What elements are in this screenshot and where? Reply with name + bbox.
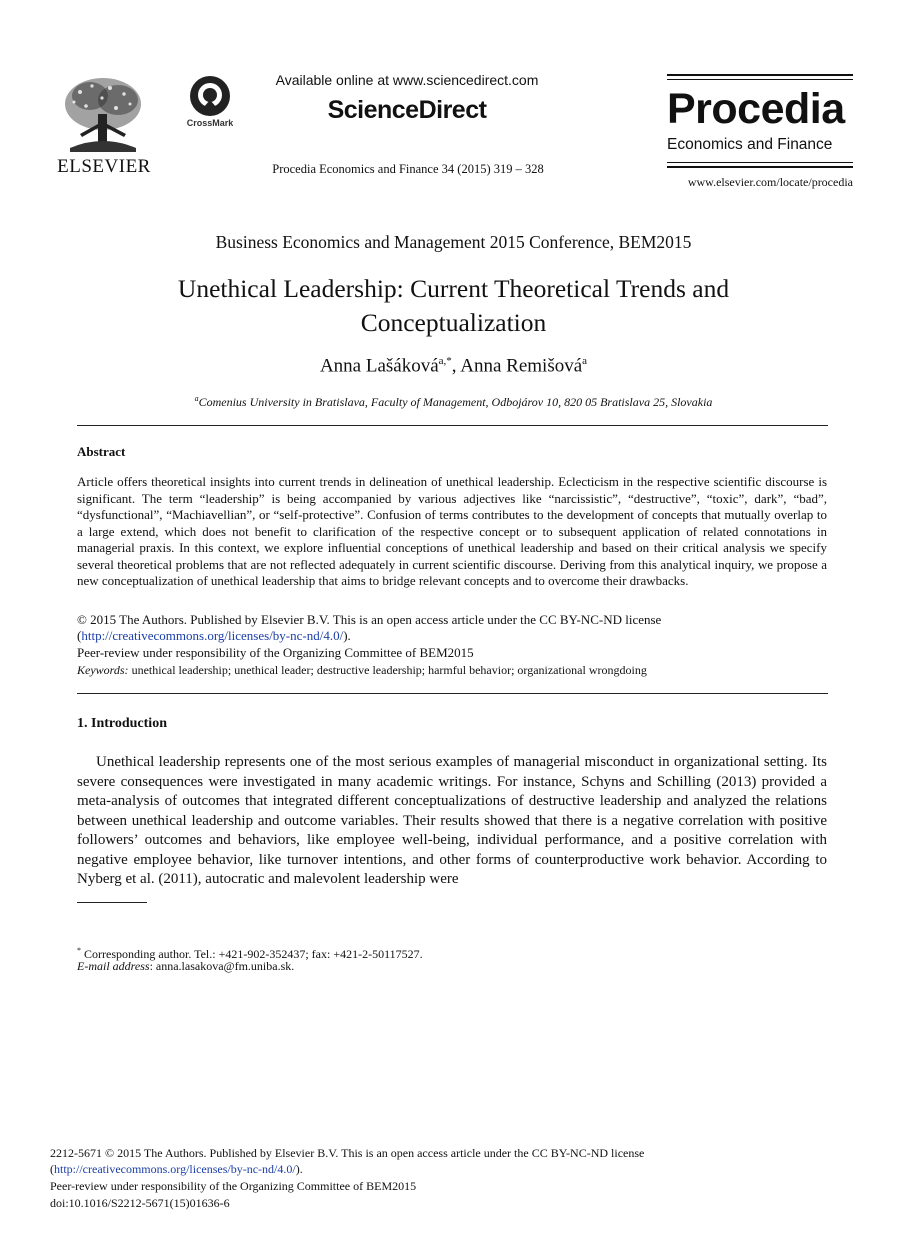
author-2: , Anna Remišová [451,355,583,377]
divider-top [77,425,828,426]
license-link[interactable]: http://creativecommons.org/licenses/by-nc-nd/4.0/ [81,628,344,643]
divider-bottom [77,693,828,694]
bottom-peer-review: Peer-review under responsibility of the Organizing Committee of BEM2015 [50,1179,417,1193]
keywords-label: Keywords: [77,663,129,677]
footnote-email [77,959,827,974]
footnote-corresponding-text: Corresponding author. Tel.: +421-902-352437; fax: +421-2-50117527. [81,947,423,961]
bottom-license-close: ). [295,1162,303,1176]
procedia-subtitle: Economics and Finance [667,136,833,153]
procedia-top-rule-thin [667,79,853,80]
author-1-affil: a,* [438,355,452,367]
crossmark-icon [188,74,232,118]
footnote-email-label: E-mail address [77,959,150,973]
abstract-body: Article offers theoretical insights into current trends in delineation of unethical leadership. Eclecticism in the respective scientific discourse is significant. The term “leadership” is being accompanied by various adjectives like “narcissistic”, “destructive”, “toxic”, dark”, “bad”, “dysfunctional”, “Machiavellian”, or “self-protective”. Confusion of terms contributes to the development of concepts that mutually overlap to a large extend, which does not benefit to clarification of the respective concept or to subsequent application of related connotations in managerial praxis. In this context, we explore influential conceptions of unethical leadership and based on their critical analysis we specify several theoretical problems that are not reflected adequately in current scientific discourse. Deriving from this analytical inquiry, we propose a new conceptualization of unethical leadership that aims to bridge relevant concepts and to overcome their drawbacks. [77,474,827,588]
footnote-marker: * [77,946,81,955]
copyright-line: © 2015 The Authors. Published by Elsevier B.V. This is an open access article under the CC BY-NC-ND license [77,612,662,627]
introduction-body: Unethical leadership represents one of the most serious examples of managerial misconduct in organizational setting. Its severe consequences were investigated in many academic writings. For instance, Schyns and Schilling (2013) provided a meta-analysis of outcomes that integrated different conceptualizations of destructive leadership and analyzed the relations between unethical leadership and outcome variables. Their results showed that there is a negative correlation with positive followers’ outcomes and behaviors, like employee well-being, individual performance, and a positive correlation with negative employee behavior, like turnover intentions, and other forms of counterproductive work behavior. According to Nyberg et al. (2011), autocratic and malevolent leadership were [77,754,827,887]
available-online: Available online at www.sciencedirect.com [275,72,539,88]
author-1: Anna Lašáková [319,355,439,377]
journal-citation: Procedia Economics and Finance 34 (2015) 319 – 328 [272,162,544,176]
crossmark-label: CrossMark [186,118,234,128]
publisher-name: ELSEVIER [57,156,151,177]
bottom-license-open: ( [50,1162,54,1176]
footnote-rule [77,902,147,903]
conference-name: Business Economics and Management 2015 Conference, BEM2015 [215,232,692,252]
paper-title [100,272,807,340]
peer-review-line: Peer-review under responsibility of the Organizing Committee of BEM2015 [77,645,474,660]
keywords-line [77,662,827,679]
procedia-bottom-rule-thin [667,162,853,163]
section-heading-introduction: 1. Introduction [77,716,167,731]
elsevier-logo [54,74,154,178]
bottom-license-line [50,1161,850,1177]
affiliation-text: Comenius University in Bratislava, Faculty of Management, Odbojárov 10, 820 05 Bratislava 25, Slovakia [198,395,713,409]
procedia-top-rule [667,74,853,76]
affiliation [0,394,907,410]
issn-line: 2212-5671 © 2015 The Authors. Published by Elsevier B.V. This is an open access article under the CC BY-NC-ND license [50,1146,645,1160]
license-paren-close: ). [343,628,351,643]
license-line [77,628,827,645]
paper-title-line1: Unethical Leadership: Current Theoretical Trends and [177,274,730,303]
doi-line[interactable]: doi:10.1016/S2212-5671(15)01636-6 [50,1196,230,1210]
crossmark-badge[interactable] [178,74,242,134]
paper-title-line2: Conceptualization [360,308,547,337]
keywords-list: unethical leadership; unethical leader; destructive leadership; harmful behavior; organizational wrongdoing [128,663,647,677]
author-2-affil: a [582,355,588,367]
author-list [0,355,907,377]
license-paren-open: ( [77,628,82,643]
procedia-title: Procedia [667,85,845,133]
elsevier-tree-logo-icon [60,74,146,154]
affiliation-marker: a [194,394,199,403]
footnote-email-address[interactable]: : anna.lasakova@fm.uniba.sk. [149,959,295,973]
procedia-logo [667,74,853,194]
bottom-license-link[interactable]: http://creativecommons.org/licenses/by-nc-nd/4.0/ [54,1162,296,1176]
abstract-heading: Abstract [77,444,126,459]
procedia-bottom-rule [667,166,853,168]
procedia-url[interactable]: www.elsevier.com/locate/procedia [687,175,853,189]
sciencedirect-wordmark: ScienceDirect [327,96,487,124]
